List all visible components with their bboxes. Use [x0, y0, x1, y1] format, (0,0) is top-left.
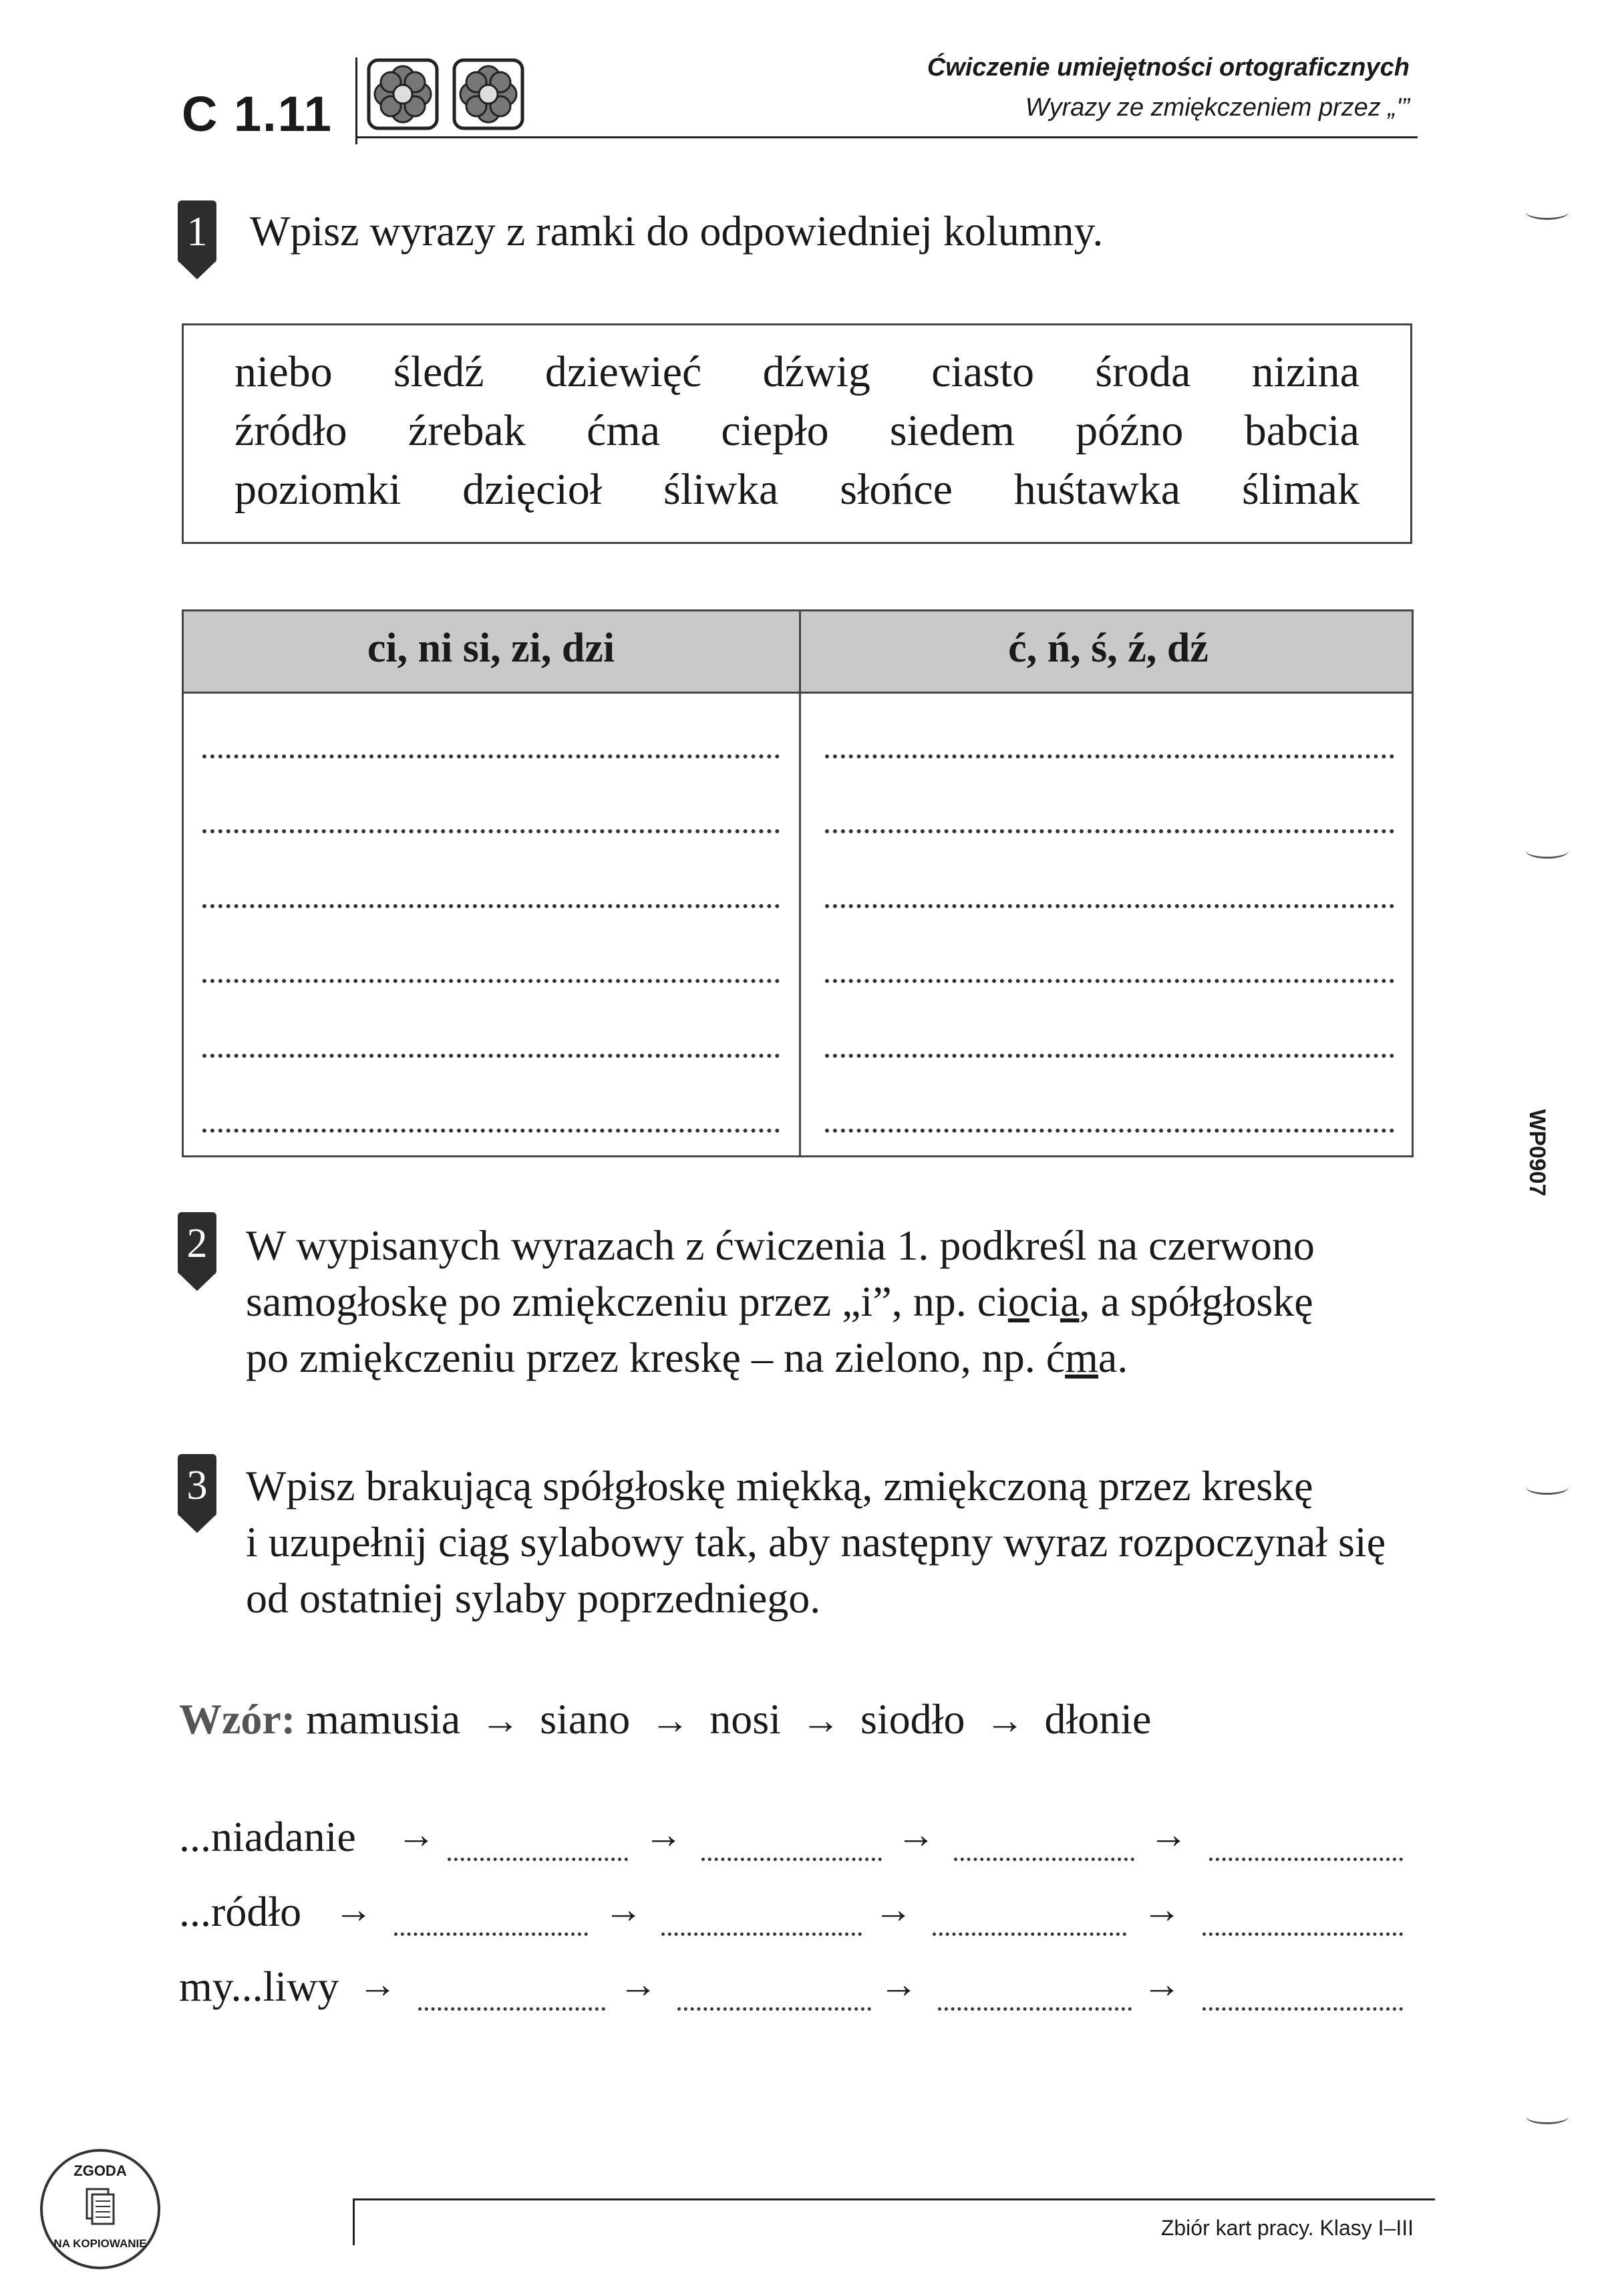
- chain-start-word: ...ródło: [179, 1888, 302, 1935]
- header-divider-vertical: [355, 57, 357, 144]
- task-1-number: 1: [178, 200, 216, 263]
- arrow-right-icon: →: [897, 1813, 935, 1856]
- task-2-line-3: po zmiękczeniu przez kreskę – na zielono, np. ćma.: [246, 1334, 1128, 1381]
- column-header-left: ci, ni si, zi, dzi: [367, 625, 615, 671]
- header-subtitle: Wyrazy ze zmiękczeniem przez „ʹ”: [1025, 94, 1410, 122]
- arrow-right-icon: →: [641, 1699, 699, 1742]
- chevron-down-icon: [178, 1517, 216, 1534]
- example-word: siano: [540, 1695, 631, 1743]
- answer-line[interactable]: [677, 2007, 871, 2011]
- document-icon: [84, 2186, 118, 2227]
- underlined-letter: o: [1007, 1278, 1029, 1325]
- word: źrebak: [408, 406, 526, 455]
- answer-line[interactable]: [954, 1858, 1134, 1861]
- word: ślimak: [1241, 465, 1359, 514]
- word: źródło: [234, 406, 347, 455]
- word: późno: [1076, 406, 1184, 455]
- answer-line[interactable]: [202, 754, 780, 758]
- example-word: siodło: [860, 1695, 965, 1743]
- answer-line[interactable]: [202, 829, 780, 833]
- header-divider-horizontal: [355, 136, 1418, 138]
- task-3-line-1: Wpisz brakującą spółgłoskę miękką, zmiękczoną przez kreskę: [246, 1462, 1313, 1510]
- answer-line[interactable]: [418, 2007, 605, 2011]
- card-code: C 1.11: [182, 86, 333, 142]
- word: ciasto: [931, 347, 1035, 396]
- task-2-line-1: W wypisanych wyrazach z ćwiczenia 1. podkreśl na czerwono: [246, 1222, 1315, 1269]
- task-1-instruction: Wpisz wyrazy z ramki do odpowiedniej kolumny.: [250, 207, 1104, 255]
- answer-line[interactable]: [825, 904, 1394, 908]
- word: słońce: [840, 465, 953, 514]
- example-word: nosi: [709, 1695, 781, 1743]
- task-2-line-2: samogłoskę po zmiękczeniu przez „i”, np. ciocia, a spółgłoskę: [246, 1278, 1313, 1325]
- arrow-right-icon: →: [975, 1699, 1034, 1742]
- arrow-right-icon: →: [334, 1888, 373, 1931]
- example-label: Wzór:: [179, 1695, 296, 1743]
- flower-icon: [366, 57, 440, 131]
- task-3-number: 3: [178, 1454, 216, 1517]
- word: huśtawka: [1013, 465, 1181, 514]
- word: nizina: [1251, 347, 1359, 396]
- arrow-right-icon: →: [791, 1699, 850, 1742]
- arrow-right-icon: →: [1142, 1963, 1181, 2006]
- answer-line[interactable]: [1202, 1932, 1403, 1936]
- underlined-letter: a: [1060, 1278, 1080, 1325]
- arrow-right-icon: →: [879, 1963, 918, 2006]
- task-1-badge: [178, 200, 220, 281]
- arrow-right-icon: →: [604, 1888, 643, 1931]
- copy-permission-stamp: [40, 2149, 160, 2269]
- chevron-down-icon: [178, 1275, 216, 1292]
- answer-line[interactable]: [202, 904, 780, 908]
- arrow-right-icon: →: [1149, 1813, 1188, 1856]
- answer-line[interactable]: [701, 1858, 882, 1861]
- answer-line[interactable]: [933, 1932, 1126, 1936]
- answer-line[interactable]: [825, 1054, 1394, 1058]
- answer-line[interactable]: [1202, 2007, 1403, 2011]
- answer-line[interactable]: [938, 2007, 1132, 2011]
- arrow-right-icon: →: [1142, 1888, 1181, 1931]
- word-row-2: [234, 406, 1359, 456]
- arrow-right-icon: →: [358, 1963, 397, 2006]
- word: dziewięć: [544, 347, 702, 396]
- punch-mark: [1526, 204, 1569, 220]
- answer-line[interactable]: [448, 1858, 628, 1861]
- task-2-badge: [178, 1212, 220, 1292]
- punch-mark: [1526, 2109, 1569, 2124]
- punch-mark: [1526, 843, 1569, 859]
- word: siedem: [889, 406, 1015, 455]
- word: ciepło: [721, 406, 829, 455]
- word: środa: [1095, 347, 1191, 396]
- example-word: dłonie: [1044, 1695, 1152, 1743]
- chain-start-word: my...liwy: [179, 1963, 339, 2010]
- word: dzięcioł: [462, 465, 603, 514]
- arrow-right-icon: →: [874, 1888, 913, 1931]
- chain-start-word: ...niadanie: [179, 1813, 356, 1860]
- answer-line[interactable]: [1209, 1858, 1403, 1861]
- word-row-1: [234, 347, 1359, 398]
- answer-line[interactable]: [825, 754, 1394, 758]
- answer-line[interactable]: [661, 1932, 862, 1936]
- footer-text: Zbiór kart pracy. Klasy I–III: [1160, 2216, 1414, 2240]
- answer-line[interactable]: [202, 1054, 780, 1058]
- stamp-text-bottom: NA KOPIOWANIE: [53, 2237, 147, 2250]
- word-box: [182, 323, 1412, 544]
- footer-divider-vertical: [353, 2198, 355, 2245]
- arrow-right-icon: →: [644, 1813, 683, 1856]
- task-3-line-3: od ostatniej sylaby poprzedniego.: [246, 1574, 821, 1622]
- word: babcia: [1244, 406, 1359, 455]
- example-chain: [179, 1695, 1151, 1744]
- arrow-right-icon: →: [397, 1813, 436, 1856]
- task-3-badge: [178, 1454, 220, 1534]
- side-code: WP0907: [1524, 1109, 1550, 1197]
- header-title: Ćwiczenie umiejętności ortograficznych: [927, 53, 1410, 82]
- chevron-down-icon: [178, 263, 216, 281]
- footer-divider-horizontal: [353, 2198, 1435, 2200]
- word: dźwig: [762, 347, 870, 396]
- word: śliwka: [663, 465, 779, 514]
- punch-mark: [1526, 1479, 1569, 1495]
- task-2-instruction: [246, 1217, 1315, 1386]
- arrow-right-icon: →: [619, 1963, 657, 2006]
- word: śledź: [393, 347, 484, 396]
- column-divider: [799, 611, 801, 1155]
- arrow-right-icon: →: [471, 1699, 530, 1742]
- answer-line[interactable]: [394, 1932, 588, 1936]
- task-3-instruction: [246, 1458, 1386, 1626]
- task-2-number: 2: [178, 1212, 216, 1275]
- word: niebo: [234, 347, 333, 396]
- task-3-line-2: i uzupełnij ciąg sylabowy tak, aby następny wyraz rozpoczynał się: [246, 1518, 1386, 1566]
- answer-line[interactable]: [825, 829, 1394, 833]
- word: ćma: [587, 406, 661, 455]
- stamp-text-top: ZGODA: [73, 2162, 127, 2179]
- word-row-3: [234, 464, 1359, 515]
- answer-line[interactable]: [825, 979, 1394, 983]
- answer-line[interactable]: [825, 1129, 1394, 1133]
- answer-line[interactable]: [202, 1129, 780, 1133]
- answer-line[interactable]: [202, 979, 780, 983]
- word: poziomki: [234, 465, 401, 514]
- flower-icon: [452, 57, 525, 131]
- column-header-right: ć, ń, ś, ź, dź: [1008, 625, 1209, 671]
- example-word: mamusia: [306, 1695, 461, 1743]
- underlined-letter: m: [1065, 1334, 1098, 1381]
- sorting-table: [182, 609, 1414, 1157]
